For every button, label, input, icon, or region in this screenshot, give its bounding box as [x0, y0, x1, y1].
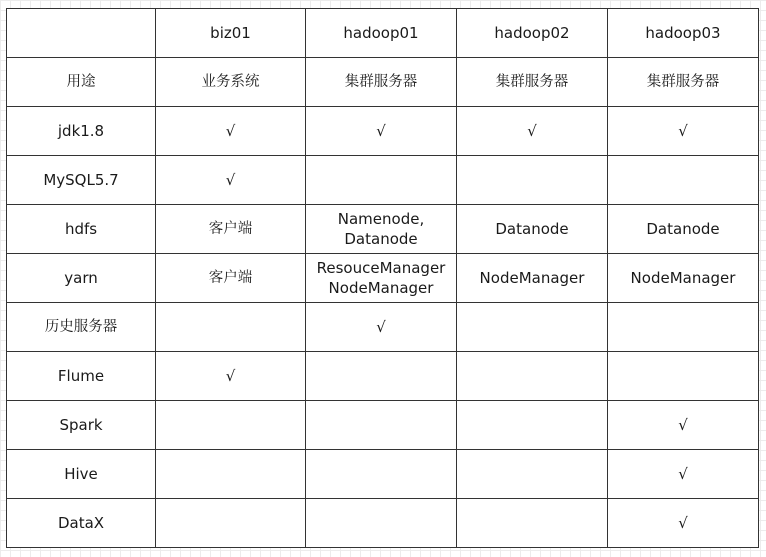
table-row — [7, 156, 759, 205]
check-mark-cell: √ — [306, 303, 457, 352]
table-row — [7, 352, 759, 401]
row-label-cell: jdk1.8 — [7, 107, 156, 156]
table-cell — [608, 156, 759, 205]
table-cell: Namenode, Datanode — [306, 205, 457, 254]
table-cell: Datanode — [608, 205, 759, 254]
table-cell — [457, 352, 608, 401]
table-cell: ResouceManager NodeManager — [306, 254, 457, 303]
table-cell — [156, 499, 306, 548]
table-cell — [608, 352, 759, 401]
table-row — [7, 499, 759, 548]
table-cell: 客户端 — [156, 254, 306, 303]
table-cell — [156, 303, 306, 352]
check-mark-cell: √ — [457, 107, 608, 156]
table-cell: 集群服务器 — [608, 58, 759, 107]
header-corner-cell — [7, 9, 156, 58]
check-mark-cell: √ — [608, 401, 759, 450]
table-row — [7, 205, 759, 254]
table-cell — [156, 401, 306, 450]
header-cell-hadoop01: hadoop01 — [306, 9, 457, 58]
table-cell — [156, 450, 306, 499]
check-mark-cell: √ — [156, 156, 306, 205]
check-mark-cell: √ — [608, 450, 759, 499]
check-mark-cell: √ — [306, 107, 457, 156]
row-label-cell: 历史服务器 — [7, 303, 156, 352]
table-cell: 集群服务器 — [457, 58, 608, 107]
table-row — [7, 58, 759, 107]
row-label-cell: Hive — [7, 450, 156, 499]
table-cell — [457, 499, 608, 548]
table-cell — [306, 156, 457, 205]
table-row — [7, 450, 759, 499]
row-label-cell: Flume — [7, 352, 156, 401]
table-header-row — [7, 9, 759, 58]
check-mark-cell: √ — [156, 352, 306, 401]
row-label-cell: DataX — [7, 499, 156, 548]
row-label-cell: hdfs — [7, 205, 156, 254]
table-cell — [306, 499, 457, 548]
row-label-cell: MySQL5.7 — [7, 156, 156, 205]
table-cell: 业务系统 — [156, 58, 306, 107]
header-cell-hadoop03: hadoop03 — [608, 9, 759, 58]
table-cell: Datanode — [457, 205, 608, 254]
table-row — [7, 107, 759, 156]
check-mark-cell: √ — [156, 107, 306, 156]
table-cell — [457, 156, 608, 205]
table-cell — [457, 450, 608, 499]
table-cell: 客户端 — [156, 205, 306, 254]
table-row — [7, 254, 759, 303]
row-label-cell: Spark — [7, 401, 156, 450]
table-cell: 集群服务器 — [306, 58, 457, 107]
header-cell-hadoop02: hadoop02 — [457, 9, 608, 58]
table-cell — [306, 401, 457, 450]
table-cell — [457, 401, 608, 450]
check-mark-cell: √ — [608, 107, 759, 156]
row-label-cell: 用途 — [7, 58, 156, 107]
deployment-table — [6, 8, 759, 548]
table-row — [7, 401, 759, 450]
table-cell: NodeManager — [457, 254, 608, 303]
table-cell — [608, 303, 759, 352]
table-cell — [457, 303, 608, 352]
header-cell-biz01: biz01 — [156, 9, 306, 58]
table-row — [7, 303, 759, 352]
table-cell — [306, 450, 457, 499]
table-cell: NodeManager — [608, 254, 759, 303]
table-cell — [306, 352, 457, 401]
deployment-table-sheet — [6, 8, 758, 547]
row-label-cell: yarn — [7, 254, 156, 303]
check-mark-cell: √ — [608, 499, 759, 548]
